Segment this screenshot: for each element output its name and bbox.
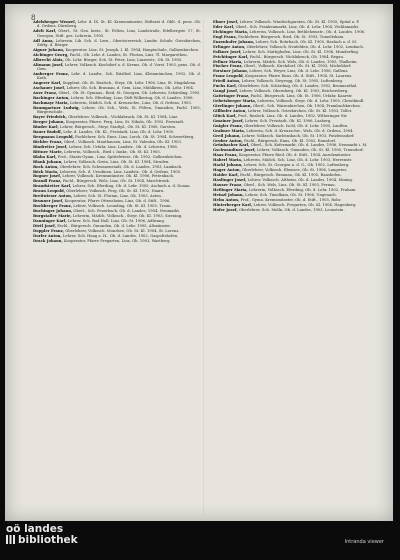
directory-entry (33, 229, 201, 233)
entry-name: Bayer Friedrich, (33, 115, 67, 120)
entry-text: Kooperator, Pfarre, Perg, Linz, St. Nikola, Ob. 1902, Freistadt. (65, 120, 185, 125)
entry-name: Greil Johann, (213, 133, 241, 138)
entry-name: Buchinger Johann, (33, 209, 73, 213)
entry-name: Eder Karl, (213, 24, 235, 29)
entry-name: Adelt Karl, (33, 29, 57, 34)
entry-text: Fachlehrer, Sch. Enns, Linz, Lorch, Ob. St. 1904, Schwertberg. (75, 134, 195, 139)
directory-entry (213, 188, 381, 192)
directory-entry (213, 104, 381, 108)
entry-name: Braun Leopold, (33, 189, 66, 194)
entry-name: Brandl Franz, (33, 179, 62, 184)
entry-name: Doppler Franz, (33, 228, 65, 233)
directory-entry (33, 106, 201, 115)
entry-name: Dorfer Anton, (33, 233, 62, 238)
entry-text: Lehrerin, Volkssch. Steyr, Ob. d. Lehr. 1905, Christkindl. (257, 99, 365, 103)
entry-text: Lehrer, Sch. Urfahr, Linz, Landstr., Ob. d. Lehrerin, 1906. (68, 144, 178, 149)
entry-name: Erlinger Anton, (213, 44, 246, 49)
directory-entry (213, 64, 381, 68)
directory-entry (213, 198, 381, 202)
entry-name: Brandstetter Karl, (33, 184, 72, 189)
entry-name: Gattringer Franz, (213, 94, 250, 99)
entry-text: Lehrer, Volkssch. Windischgarsten, Ob. St. Kl. 1905, Spital a. P. (239, 20, 360, 24)
entry-name: Feichtinger Karl, (213, 54, 249, 59)
entry-text: Lehrer, Volkssch. Kirchdorf a. d. Krems, Ob. d. Vorst. 1903, pens. Ob. d. Gem. (37, 62, 201, 71)
entry-name: Ebner Josef, (213, 20, 239, 24)
viewer-label: Intranda viewer (344, 539, 384, 545)
entry-name: Burgstaller Marie, (33, 213, 72, 218)
entry-name: Aschauer Josef, (33, 86, 66, 91)
entry-text: Lehrer, Volkssch. Kremsmünster, Ob. Kl. 1906, Pettenbach. (62, 174, 175, 179)
entry-name: Danninger Karl, (33, 218, 67, 223)
directory-entry (213, 119, 381, 123)
entry-name: Enzenhofer Johann, (213, 39, 255, 44)
directory-entry (213, 99, 381, 103)
entry-text: Lehrer, Sch. St. Georgen a. d. G., Ob. 1902, Luftenberg. (243, 163, 350, 168)
entry-name: Haas Franz, (213, 153, 238, 158)
entry-name: Aichinger Georg, (33, 52, 69, 57)
directory-entry (213, 193, 381, 197)
entry-name: Hinterberger Karl, (213, 202, 253, 207)
entry-text: Oberl., Sch. Frankenmarkt, Linz, Ob. d. Lehr. 1904, Vöcklamarkt. (235, 24, 360, 29)
entry-text: Lehrer, Volkssch. Grieskirchen, Ob. St. Kl. 1903, Tollet. (247, 108, 353, 113)
entry-text: Lehrerin, Mädch. Sch. d. Kreuzschw., Linz, Ob. d. Ordens, 1903. (70, 100, 192, 105)
entry-text: Supplent, Ob. St. Realsch., Steyr, Ob. Lehr. 1906, Linz, St. Magdalena. (62, 81, 197, 86)
entry-name: Adl Anna, (33, 38, 54, 43)
entry-text: Lehr. d. Landw., Sch. Ritzlhof, Linz, Kleinmünchen, 1902, Ob. d. Kath. (37, 71, 201, 81)
entry-name: Bichler Franz, (33, 139, 63, 144)
directory-entry (33, 194, 201, 198)
directory-entry (213, 129, 381, 133)
entry-name: Grabner Maria, (213, 128, 246, 133)
library-logo[interactable] (6, 524, 78, 546)
entry-name: Bachinger Anton, (33, 96, 70, 101)
entry-text: Lehrerin, Volkssch. Linz, Bethlehemstr., Ob. d. Landes, 1906. (249, 29, 366, 34)
entry-text: Oberlehrer, Volkssch., Vöcklabruck, Ob. St. Kl. 1904, Linz. (68, 115, 179, 120)
entry-name: Helm Anton, (213, 197, 240, 202)
entry-name: Böck Maria, (33, 169, 59, 174)
directory-entry (213, 168, 381, 172)
directory-entry (213, 148, 381, 152)
entry-text: Lehrer, Volkssch. Leonding, Ob. St. Kl. 1905, Traun. (73, 204, 172, 209)
directory-entry (213, 208, 381, 212)
entry-text: Fachl., Bürgersch. Braunau, Ob. Kl. 1905, Ranshofen. (240, 173, 342, 178)
entry-text: Lehrerin, Mädch. Sch. Wels, Ob. d. Landes, 1905, Thalheim. (243, 59, 358, 64)
entry-name: Heinzl Johann, (213, 192, 244, 197)
entry-text: Lehrer, Sch. Weyer, Linz, Ob. d. Lehr. 1906, Gaflenz. (249, 69, 349, 74)
entry-name: Fischer Franz, (213, 64, 243, 69)
entry-text: Oberl., St. Gen. kreis., St. Pölten, Linz, Landstraße, Edelbergstr. 17, St. Georgen, Stift. ges. Lehrerin, 1905. (37, 29, 201, 38)
directory-entry (33, 199, 201, 203)
entry-name: Breitwieser Anton, (33, 194, 73, 199)
entry-name: Glück Karl, (213, 113, 237, 118)
entry-text: Oberlehrer, Volkssch. Neufelden, Ob. d. Lehr. 1902, Lembach. (246, 44, 364, 49)
page-number: 8 (31, 14, 36, 22)
directory-entry (213, 173, 381, 177)
entry-name: Gebetsberger Maria, (213, 99, 257, 103)
entry-name: Adelsberger Wenzel, (33, 20, 77, 24)
directory-entry (213, 134, 381, 138)
directory-entry (33, 219, 201, 223)
entry-name: Baumgartner Ludwig, (33, 105, 80, 110)
directory-entry (33, 39, 201, 48)
entry-text: Lehrer, Sch. Eferding, Ob. d. Lehr. 1905, Aschach a. d. Donau. (72, 184, 191, 189)
directory-entry (33, 204, 201, 208)
entry-text: Lehrer, Sch. Timelkam, Ob. St. 1906, Ungenach. (245, 192, 337, 197)
entry-text: Oberl., Sch. Wels, Linz, Ob. St. Kl. 1903, Pernau. (243, 182, 336, 187)
entry-text: Fachl., Bürgersch. Wels, Linz, Ob. St. 1904, Marchtrenk. (62, 179, 170, 184)
entry-text: Fachl., Bürgersch. Vöcklabruck, Ob. 1904, Regau. (249, 54, 345, 59)
directory-entry (33, 96, 201, 100)
entry-text: Lehrer, Ob. Sch., Wels, St. Pölten, Gmunden, Fachl. 1905, Bürgerschule. (37, 105, 201, 115)
directory-entry (33, 91, 201, 95)
directory-entry (33, 29, 201, 38)
entry-name: Blank Johann, (33, 159, 63, 164)
directory-entry (33, 20, 201, 29)
entry-text: Kooperator, Pfarre Ottensheim, Linz, Ob. d. Stift., 1906. (64, 199, 171, 204)
directory-entry (33, 120, 201, 124)
directory-entry (33, 184, 201, 188)
directory-entry (33, 130, 201, 134)
entry-name: Dietl Josef, (33, 223, 56, 228)
directory-entry (33, 115, 201, 119)
directory-entry (33, 224, 201, 228)
entry-text: Ob. Lehr. Bürger, Sch. St. Peter, Linz, Linzerstr., Ob. St. 1905. (65, 57, 183, 62)
entry-name: Angerer Karl, (33, 81, 62, 86)
entry-text: Lehrer, Sch. Eferding, Linz, Stift Wilhering, Ob. d. Landes, 1906. (70, 96, 194, 101)
entry-name: Fuchs Karl, (213, 84, 237, 89)
entry-name: Buchberger Franz, (33, 204, 73, 209)
entry-name: Bittner Marie, (33, 149, 63, 154)
entry-name: Gierlinger Johann, (213, 103, 252, 108)
entry-name: Heilinger Maria, (213, 187, 248, 192)
directory-entry (213, 35, 381, 39)
entry-name: Haslinger Josef, (213, 178, 247, 182)
entry-text: Lehr. d. Landes, Ob. Kl., Freistadt, Linz, Ob. d. Lehr. 1905. (63, 130, 175, 134)
entry-text: Fachl., Bürgersch. Gmunden, Ob. d. Lehr. 1905, Altmünster. (57, 223, 171, 228)
entry-text: Lehrer, Sch. Mattighofen, Linz, Ob. St. Kl. 1906, Munderfing. (242, 49, 360, 54)
directory-entry (213, 203, 381, 207)
entry-text: Oberlehrer, Sch. Molln, Ob. d. Landes, 1903, Leonstein. (238, 207, 345, 212)
entry-text: Oberlehrer, Volkssch. Ischl, Ob. d. Lehr. 1905, Lauffen. (244, 123, 349, 128)
entry-text: Lehr. d. IX. St. Kl. Kremsmünster, Stiftsrat d. Oblt. d. pens. Ob. d. Ordens, Dürnberg. (37, 20, 201, 29)
logo-bars-icon (6, 535, 16, 544)
entry-text: Lehrer, Volkssch. Grein, Linz, Ob. St. Kl. 1904, Struden. (63, 159, 170, 164)
directory-entry (213, 163, 381, 167)
entry-name: Bogner Josef, (33, 174, 62, 179)
entry-name: Gruber Anton, (213, 138, 243, 143)
entry-name: Hager Anton, (213, 168, 241, 173)
directory-entry (33, 58, 201, 62)
entry-text: Lehrerin, Volkssch., Ried i. Innkr., Ob. St. Kl. 1905. (64, 149, 161, 154)
entry-text: Oberlehrer, Volkssch. Perg, Ob. St. Kl. 1902, Naarn. (66, 189, 165, 194)
directory-entry (213, 139, 381, 143)
entry-text: Oberlehrer, Volkssch. Ebensee, Ob. St. 1906, Langwies. (242, 168, 348, 173)
directory-entry (33, 125, 201, 129)
entry-name: Binder Karl, (33, 125, 59, 130)
entry-text: Lehrerin, Lib. Sch. d. Lern., Oberösterreich, Landw. Schule, Grieskirchen, Stiftg. d. Bürger. (37, 38, 201, 47)
entry-name: Brunner Josef, (33, 199, 64, 204)
entry-text: Fachl., Ob. Lehr. d. Landes, St. Florian, Linz, Tl. Margarethen. (69, 52, 188, 57)
directory-entry (33, 214, 201, 218)
entry-text: Lehrer, Volkssch. Obernberg, Ob. Kl. 1903, Reichersberg. (239, 89, 349, 94)
entry-name: Friedl Anton, (213, 79, 241, 84)
entry-name: Altmann Josef, (33, 62, 64, 67)
entry-name: Hackl Johann, (213, 163, 243, 168)
logo-line-1: oö landes (6, 523, 64, 535)
entry-name: Bindreiter Josef, (33, 144, 68, 149)
directory-entry (33, 239, 201, 243)
entry-text: Oberl., Ob. St. Gymnas., Ried, St. Georgen, Ob. Lehrerin, Schärding, 1905. (58, 91, 201, 96)
entry-text: Lehrer, Sch. Haag a. H., Ob. d. Landes, 1902, Gaspoltshofen. (62, 233, 179, 238)
directory-entry (33, 135, 201, 139)
directory-entry (33, 145, 201, 149)
directory-entry (213, 84, 381, 88)
entry-text: Lehrer, Volkssch. Altheim, Ob. d. Landes, 1904, Mining. (247, 178, 354, 182)
directory-entry (213, 25, 381, 29)
entry-text: Oberl., Sch. Peuerbach, Ob. d. Landes, 1904, Neumarkt. (73, 209, 181, 213)
directory-entry (213, 45, 381, 49)
entry-text: Lehrerin, Sch. d. Kreuzschw., Wels, Ob. d. Ordens, 1904. (246, 128, 354, 133)
entry-name: Gnigler Franz, (213, 123, 244, 128)
directory-entry (213, 89, 381, 93)
entry-text: Kooperator, Pfarre Ried, Ob. d. Stift., 1904, Aurolzmünster. (239, 153, 352, 158)
entry-name: Engl Franz, (213, 34, 237, 39)
entry-text: Lehrer, Sch. Rohrbach, Ob. Kl. 1905, Haslach a. d. M. (255, 39, 358, 44)
entry-name: Eichinger Maria, (213, 29, 249, 34)
entry-name: Bergmann Leopold, (33, 134, 74, 139)
entry-name: Gangl Josef, (213, 89, 239, 94)
directory-entry (33, 140, 201, 144)
directory-entry (213, 30, 381, 34)
entry-name: Auer Franz, (33, 91, 58, 96)
directory-entry (213, 69, 381, 73)
entry-name: Gillhofer Anton, (213, 108, 247, 113)
entry-name: Fellner Maria, (213, 59, 243, 64)
directory-entry (33, 179, 201, 183)
directory-entry (213, 124, 381, 128)
entry-name: Franz Leopold, (213, 74, 244, 79)
entry-name: Haider Karl, (213, 173, 239, 178)
entry-name: Aigner Johann, (33, 47, 65, 52)
directory-entry (213, 178, 381, 182)
logo-line-2: bibliothek (18, 534, 78, 546)
entry-text: Lehrer, Ob. Sch. Braunau, d. Gem. Linz, Mühlkreis, Ob. Lehr. 1904. (66, 86, 195, 91)
directory-entry (213, 158, 381, 162)
entry-text: Lehrer, Sch. Bad Hall, Linz, Ob. St. 1906, Adlwang. (67, 218, 166, 223)
left-column (33, 20, 201, 243)
entry-text: Oberlehrer, Sch. Schwanenstadt, Ob. d. Landes, 1903, Lambach. (59, 164, 183, 169)
directory-entry (33, 209, 201, 213)
directory-entry (213, 50, 381, 54)
entry-name: Bock Anton, (33, 164, 59, 169)
entry-text: Prof., Gymn. Kremsmünster, Ob. d. Stift., 1905, Rohr. (240, 197, 342, 202)
directory-entry (33, 81, 201, 85)
directory-entry (33, 48, 201, 52)
entry-name: Albrecht Alois, (33, 57, 64, 62)
entry-text: Oberl., Sch. Waizenkirchen, Ob. 1904, Prambachkirchen. (252, 103, 361, 108)
column-gutter (203, 20, 204, 515)
entry-name: Gmainer Josef, (213, 118, 244, 123)
entry-text: Kooperator, Pfarre Enns, Ob. d. Stift., 1904, St. Laurenz. (245, 74, 353, 79)
entry-text: Lehrerin, Mädch. Sch. Linz, Ob. d. Lehr. 1903, Herrenstr. (243, 158, 353, 163)
directory-entry (33, 165, 201, 169)
entry-text: Lehrer, Bürgersch., Steyr, Stadtpl., Ob. St. Kl. 1906, Garsten. (60, 125, 177, 130)
directory-entry (213, 94, 381, 98)
entry-text: Fachl., Bürgersch. Linz, Ob. St. 1906, Urfahr, Kaarstr. (250, 94, 353, 99)
entry-text: Lehrerin, Mädch. Volkssch., Steyr, Ob. Kl. 1903, Sierning. (72, 213, 183, 218)
directory-entry (213, 143, 381, 147)
directory-entry (213, 79, 381, 83)
directory-entry (213, 114, 381, 118)
entry-name: Bauer Rudolf, (33, 130, 62, 134)
directory-entry (213, 20, 381, 24)
directory-entry (213, 153, 381, 157)
entry-text: Kooperator, Pfarre Pregarten, Linz, Ob. 1903, Wartberg. (64, 238, 171, 243)
directory-entry (213, 55, 381, 59)
entry-text: Kooperator, Linz, St. Joseph, I. Kl. 1904, Hauptschule, Gallneukirchen. (65, 47, 200, 52)
directory-entry (33, 86, 201, 90)
directory-entry (33, 189, 201, 193)
entry-text: Fachl., Bürgersch. Enns, Ob. Kl. 1902, Ennsdorf. (244, 138, 336, 143)
entry-name: Blaha Karl, (33, 154, 57, 159)
entry-name: Amberger Franz, (33, 71, 70, 76)
entry-text: Lehrer, Volkssch. Sarleinsbach, Ob. St. 1903, Putzleinsdorf. (241, 133, 355, 138)
directory-entry (33, 63, 201, 72)
entry-text: Lehrer, Sch. St. Florian, Linz, Ob. 1903, Asten. (73, 194, 162, 199)
viewer-footer (0, 521, 400, 560)
directory-entry (33, 234, 201, 238)
directory-entry (213, 60, 381, 64)
entry-text: Lehrer, Volkssch. Steyregg, Ob. St. 1905, Luftenberg. (241, 79, 344, 84)
entry-text: Lehrerin, Sch. d. Ursulinen, Linz, Landstr., Ob. d. Ordens, 1905. (59, 169, 182, 174)
entry-name: Drack Johann, (33, 238, 63, 243)
entry-text: Oberlehrer, Volkssch. Mondsee, Ob. St. Kl. 1904, St. Lorenz. (65, 228, 180, 233)
entry-text: Lehrer, Volkssch. Pregarten, Ob. Kl. 1904, Hagenberg. (253, 202, 357, 207)
entry-name: Berger Johann, (33, 120, 65, 125)
entry-text: Lehrerin, Volkssch. Eferding, Ob. d. Lehr. 1902, Fraham. (248, 187, 357, 192)
entry-name: Hofer Josef, (213, 207, 238, 212)
directory-entry (33, 155, 201, 159)
directory-entry (213, 40, 381, 44)
entry-text: Prof., Staats-Gymn., Linz, Spittelwiese, Ob. 1902, Gallneukirchen. (57, 154, 183, 159)
entry-text: Fachlehrer, Bürgersch. Ried, Ob. St. 1903, Tumeltsham. (238, 34, 345, 39)
directory-entry (33, 150, 201, 154)
directory-entry (33, 160, 201, 164)
entry-text: Oberl., Volkssch. Mauthausen, Linz, St. Valentin, Ob. Kl. 1903. (63, 139, 183, 144)
directory-entry (213, 74, 381, 78)
directory-entry (33, 101, 201, 105)
directory-entry (33, 174, 201, 178)
directory-entry (213, 109, 381, 113)
entry-text: Oberlehrer, Sch. Schärding, Ob. d. Landes, 1902, Brunnenthal. (238, 84, 358, 89)
entry-name: Forstner Johann, (213, 69, 249, 74)
directory-entry (33, 170, 201, 174)
entry-name: Haberl Maria, (213, 158, 243, 163)
entry-name: Falkner Josef, (213, 49, 242, 54)
entry-text: Oberl., Volkssch. Kirchdorf, Ob. St. Kl. 1903, Micheldorf. (244, 64, 352, 69)
entry-text: Oberl., Sch. Kefermarkt, Ob. d. Landes, 1906, Neumarkt i. M. (250, 143, 368, 148)
entry-text: Prof., Realsch. Linz, Ob. d. Landes, 1902, Wilheringer Str. (237, 113, 348, 118)
directory-entry (213, 183, 381, 187)
directory-entry (33, 72, 201, 81)
entry-name: Gschwandtner Josef, (213, 148, 256, 153)
right-column (213, 20, 381, 212)
directory-entry (33, 53, 201, 57)
scanned-page (5, 4, 393, 521)
entry-name: Grünbacher Karl, (213, 143, 250, 148)
entry-name: Hauser Franz, (213, 182, 243, 187)
entry-text: Lehrer, Sch. Freistadt, Ob. Kl. 1906, Lasberg. (245, 118, 332, 123)
entry-name: Bachmayr Maria, (33, 100, 69, 105)
entry-text: Lehrer, Volkssch. Gmunden, Ob. St. Kl. 1905, Traundorf. (256, 148, 364, 153)
